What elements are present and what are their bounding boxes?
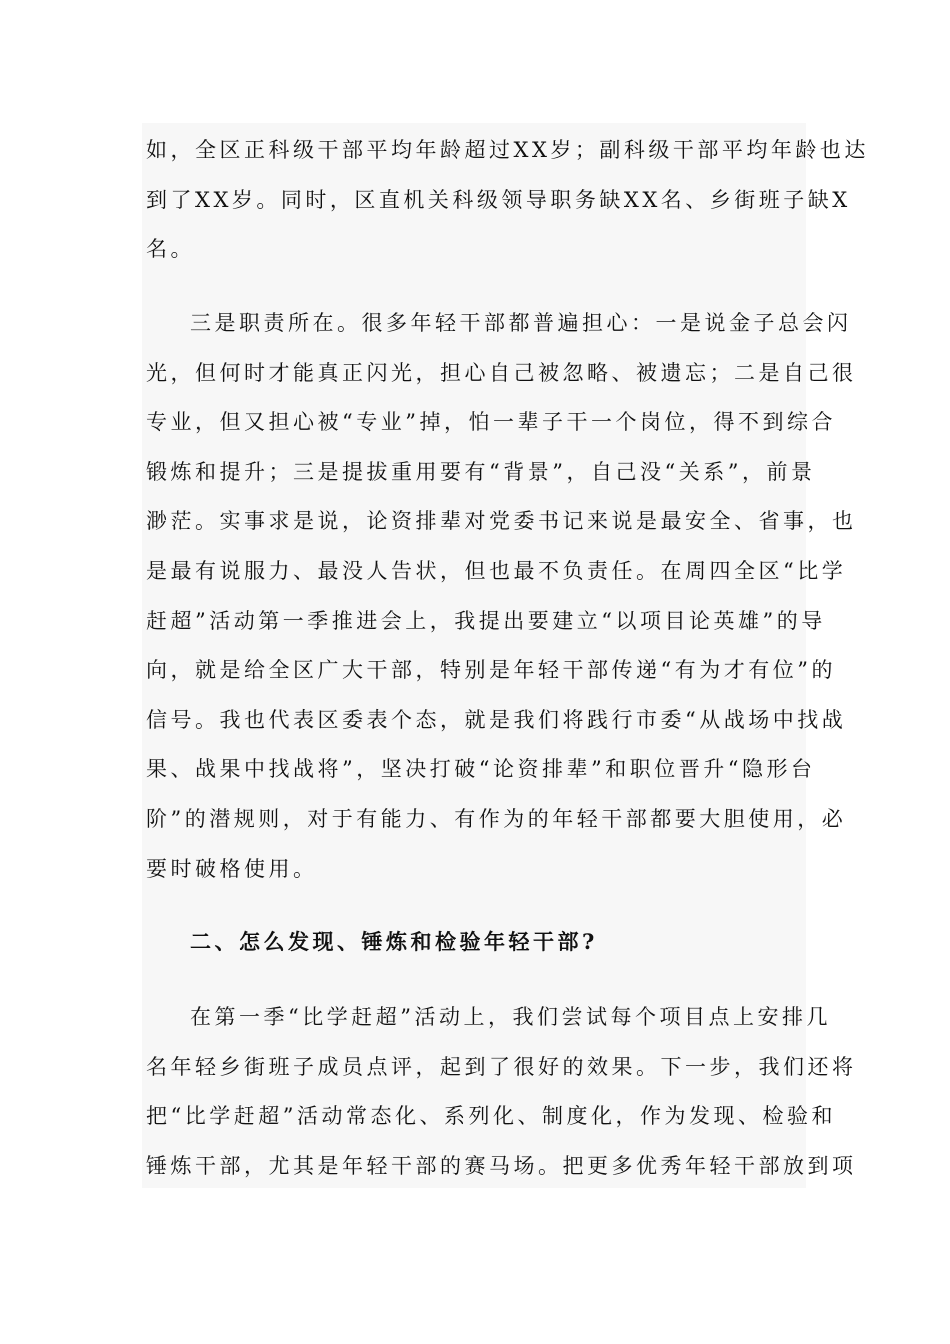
paragraph-2-line: 渺茫。实事求是说，论资排辈对党委书记来说是最安全、省事，也 [146, 509, 857, 534]
paragraph-2-line: 赶超”活动第一季推进会上，我提出要建立“以项目论英雄”的导 [146, 608, 826, 633]
paragraph-3-line: 在第一季“比学赶超”活动上，我们尝试每个项目点上安排几 [190, 1005, 831, 1029]
paragraph-2-line: 专业，但又担心被“专业”掉，怕一辈子干一个岗位，得不到综合 [146, 410, 836, 435]
paragraph-2-line: 阶”的潜规则，对于有能力、有作为的年轻干部都要大胆使用，必 [146, 806, 847, 831]
paragraph-2-line: 向，就是给全区广大干部，特别是年轻干部传递“有为才有位”的 [146, 658, 836, 683]
paragraph-3-line: 把“比学赶超”活动常态化、系列化、制度化，作为发现、检验和 [146, 1104, 836, 1129]
paragraph-3 [146, 993, 857, 1191]
paragraph-2-line: 是最有说服力、最没人告状，但也最不负责任。在周四全区“比学 [146, 558, 847, 583]
paragraph-1 [146, 126, 869, 275]
paragraph-1-line: 名。 [146, 237, 195, 262]
paragraph-2-line: 果、战果中找战将”，坚决打破“论资排辈”和职位晋升“隐形台 [146, 757, 816, 782]
paragraph-2-line: 要时破格使用。 [146, 856, 318, 881]
paragraph-2 [146, 299, 857, 894]
paragraph-2-line: 三是职责所在。很多年轻干部都普遍担心：一是说金子总会闪 [190, 311, 852, 335]
paragraph-2-line: 锻炼和提升；三是提拔重用要有“背景”，自己没“关系”，前景 [146, 459, 816, 484]
paragraph-1-line: 如，全区正科级干部平均年龄超过XX岁；副科级干部平均年龄也达 [146, 138, 869, 162]
section-heading: 二、怎么发现、锤炼和检验年轻干部? [190, 929, 598, 954]
paragraph-3-line: 锤炼干部，尤其是年轻干部的赛马场。把更多优秀年轻干部放到项 [146, 1153, 857, 1178]
paragraph-1-line: 到了XX岁。同时，区直机关科级领导职务缺XX名、乡街班子缺X [146, 187, 851, 212]
paragraph-2-line: 光，但何时才能真正闪光，担心自己被忽略、被遗忘；二是自己很 [146, 360, 857, 385]
paragraph-3-line: 名年轻乡街班子成员点评，起到了很好的效果。下一步，我们还将 [146, 1054, 857, 1079]
paragraph-2-line: 信号。我也代表区委表个态，就是我们将践行市委“从战场中找战 [146, 707, 847, 732]
